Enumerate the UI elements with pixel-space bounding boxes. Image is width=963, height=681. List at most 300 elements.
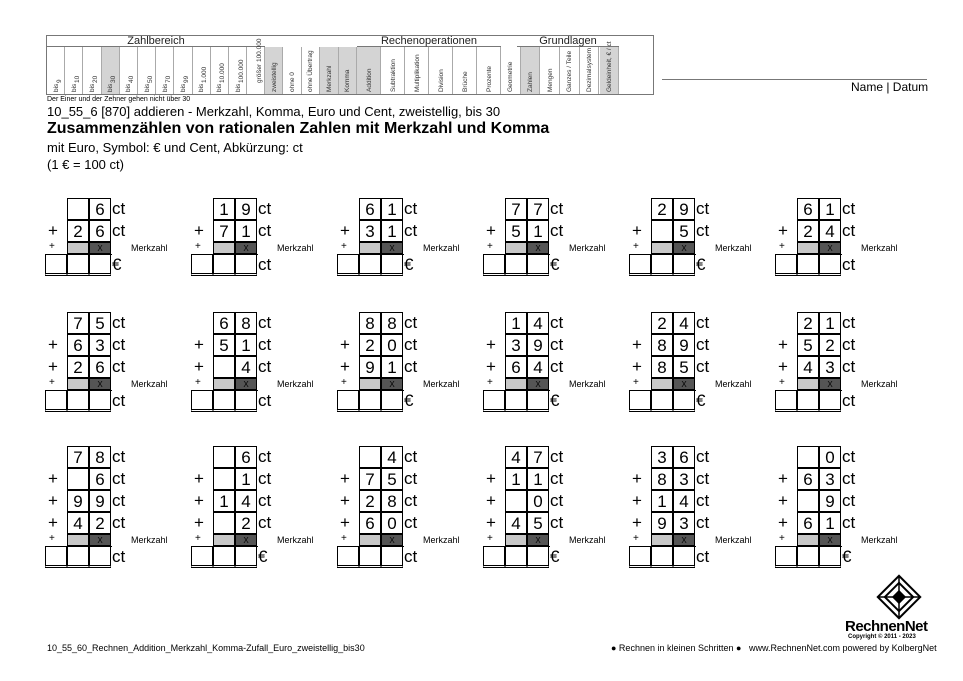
answer-cell-ones: [89, 390, 111, 412]
digit-cell-ones: 6: [235, 446, 257, 468]
unit-ct: ct: [696, 221, 710, 240]
merkzahl-plus: +: [341, 377, 347, 388]
merkzahl-plus: +: [779, 377, 785, 388]
footer-filename: 10_55_60_Rechnen_Addition_Merkzahl_Komma-Zufall_Euro_zweistellig_bis30: [47, 643, 365, 653]
answer-cell-ones: [673, 546, 695, 568]
carry-cell: [505, 378, 527, 390]
merkzahl-plus: +: [633, 241, 639, 252]
digit-cell-ones: 8: [381, 490, 403, 512]
carry-cell: [651, 378, 673, 390]
answer-cell-hundreds: [45, 546, 67, 568]
carry-cell: [651, 534, 673, 546]
grund-col-2: [540, 47, 560, 94]
digit-cell-ones: 9: [673, 334, 695, 356]
merkzahl-plus: +: [195, 241, 201, 252]
digit-cell-ones: 4: [673, 490, 695, 512]
digit-cell-ones: 1: [819, 312, 841, 334]
digit-cell-ones: 4: [819, 220, 841, 242]
digit-cell-tens: 6: [797, 468, 819, 490]
answer-cell-tens: [505, 546, 527, 568]
merkzahl-label: Merkzahl: [131, 243, 168, 253]
digit-cell-ones: 6: [89, 198, 111, 220]
merkzahl-label: Merkzahl: [131, 379, 168, 389]
digit-cell-ones: 3: [819, 468, 841, 490]
unit-ct: ct: [404, 199, 418, 218]
digit-cell-tens: 1: [651, 490, 673, 512]
digit-cell-tens: [651, 220, 673, 242]
merkzahl-label: Merkzahl: [569, 379, 606, 389]
grund-col-0: [501, 47, 521, 94]
digit-cell-tens: [797, 446, 819, 468]
mid-col-1-label: ohne 0: [289, 72, 297, 92]
rechen-col-3: [429, 47, 453, 94]
plus-sign: +: [778, 491, 788, 510]
answer-cell-hundreds: [629, 546, 651, 568]
unit-ct: ct: [112, 469, 126, 488]
answer-cell-tens: [651, 254, 673, 276]
carry-cell: [797, 242, 819, 254]
plus-sign: +: [340, 221, 350, 240]
digit-cell-tens: 2: [359, 490, 381, 512]
answer-cell-ones: [381, 546, 403, 568]
digit-cell-ones: 3: [673, 468, 695, 490]
answer-cell-tens: [651, 390, 673, 412]
digit-cell-tens: 4: [505, 446, 527, 468]
merkzahl-label: Merkzahl: [861, 535, 898, 545]
group-title-zahlbereich: Zahlbereich: [47, 36, 265, 47]
plus-sign: +: [48, 513, 58, 532]
answer-cell-ones: [235, 254, 257, 276]
answer-cell-ones: [89, 546, 111, 568]
unit-ct: ct: [258, 447, 272, 466]
digit-cell-ones: 5: [527, 512, 549, 534]
unit-ct: ct: [404, 357, 418, 376]
plus-sign: +: [48, 469, 58, 488]
unit-ct: ct: [258, 513, 272, 532]
digit-cell-ones: 0: [819, 446, 841, 468]
digit-cell-tens: 6: [359, 512, 381, 534]
name-datum-label: Name | Datum: [851, 80, 929, 94]
grund-col-1: [521, 47, 541, 94]
grund-col-4: [580, 47, 600, 94]
plus-sign: +: [778, 335, 788, 354]
digit-cell-ones: 4: [381, 446, 403, 468]
plus-sign: +: [48, 357, 58, 376]
carry-x-cell: X: [381, 378, 403, 390]
zahlbereich-col-1-top: 10: [73, 75, 81, 83]
digit-cell-tens: 5: [505, 220, 527, 242]
plus-sign: +: [194, 221, 204, 240]
carry-cell: [359, 242, 381, 254]
zahlbereich-col-3: [102, 47, 120, 94]
merkzahl-plus: +: [195, 377, 201, 388]
digit-cell-tens: [359, 446, 381, 468]
carry-x-cell: X: [89, 378, 111, 390]
result-unit: ct: [258, 255, 272, 274]
answer-cell-tens: [359, 390, 381, 412]
digit-cell-ones: 0: [381, 512, 403, 534]
digit-cell-ones: 7: [527, 446, 549, 468]
digit-cell-tens: 1: [213, 490, 235, 512]
carry-x-cell: X: [819, 242, 841, 254]
unit-ct: ct: [258, 491, 272, 510]
unit-ct: ct: [258, 335, 272, 354]
carry-x-cell: X: [235, 242, 257, 254]
unit-ct: ct: [112, 199, 126, 218]
zahlbereich-col-4-label: bis: [125, 83, 133, 92]
plus-sign: +: [340, 513, 350, 532]
unit-ct: ct: [696, 335, 710, 354]
zahlbereich-col-5-top: 50: [146, 75, 154, 83]
category-table: [46, 35, 654, 95]
result-unit: ct: [404, 547, 418, 566]
answer-cell-ones: [527, 254, 549, 276]
unit-ct: ct: [258, 313, 272, 332]
plus-sign: +: [48, 221, 58, 240]
digit-cell-tens: 3: [359, 220, 381, 242]
logo-text: RechnenNet: [845, 618, 928, 635]
plus-sign: +: [194, 513, 204, 532]
rechen-col-3-label: Division: [437, 69, 445, 92]
result-unit: €: [550, 391, 560, 410]
carry-x-cell: X: [673, 242, 695, 254]
unit-ct: ct: [550, 513, 564, 532]
unit-ct: ct: [842, 491, 856, 510]
mid-col-0-label: zweistellig: [270, 62, 278, 92]
digit-cell-ones: 4: [527, 312, 549, 334]
digit-cell-ones: 3: [89, 334, 111, 356]
result-unit: €: [550, 547, 560, 566]
digit-cell-ones: 6: [89, 356, 111, 378]
result-unit: €: [696, 255, 706, 274]
merkzahl-label: Merkzahl: [715, 535, 752, 545]
merkzahl-plus: +: [779, 241, 785, 252]
answer-cell-hundreds: [775, 254, 797, 276]
digit-cell-tens: 2: [797, 220, 819, 242]
merkzahl-plus: +: [779, 533, 785, 544]
zahlbereich-col-8-top: 1.000: [201, 66, 209, 83]
unit-ct: ct: [696, 313, 710, 332]
zahlbereich-col-8: [193, 47, 211, 94]
footer-center: ● Rechnen in kleinen Schritten ●: [611, 643, 742, 653]
digit-cell-ones: 1: [819, 512, 841, 534]
merkzahl-plus: +: [487, 533, 493, 544]
answer-cell-ones: [673, 390, 695, 412]
subtitle: mit Euro, Symbol: € und Cent, Abkürzung: ct: [47, 140, 303, 155]
digit-cell-tens: 2: [797, 312, 819, 334]
zahlbereich-col-3-label: bis: [107, 83, 115, 92]
digit-cell-ones: 1: [527, 468, 549, 490]
digit-cell-tens: 7: [67, 446, 89, 468]
carry-cell: [67, 534, 89, 546]
carry-x-cell: X: [673, 378, 695, 390]
digit-cell-ones: 3: [673, 512, 695, 534]
unit-ct: ct: [258, 469, 272, 488]
plus-sign: +: [48, 491, 58, 510]
digit-cell-ones: 0: [381, 334, 403, 356]
merkzahl-plus: +: [341, 533, 347, 544]
carry-x-cell: X: [381, 534, 403, 546]
plus-sign: +: [486, 357, 496, 376]
merkzahl-plus: +: [49, 377, 55, 388]
zahlbereich-col-9-label: bis: [216, 83, 224, 92]
carry-x-cell: X: [89, 242, 111, 254]
digit-cell-ones: 9: [673, 198, 695, 220]
digit-cell-ones: 1: [235, 334, 257, 356]
digit-cell-ones: 7: [527, 198, 549, 220]
answer-cell-hundreds: [337, 254, 359, 276]
conversion-note: (1 € = 100 ct): [47, 157, 124, 172]
zahlbereich-col-6-top: 70: [164, 75, 172, 83]
answer-cell-hundreds: [629, 390, 651, 412]
digit-cell-tens: 9: [651, 512, 673, 534]
grund-col-5-label: Geldeinheit, € / ct: [605, 41, 613, 92]
result-unit: €: [404, 391, 414, 410]
zahlbereich-col-11: [247, 38, 265, 94]
answer-cell-ones: [819, 254, 841, 276]
merkzahl-plus: +: [633, 377, 639, 388]
carry-x-cell: X: [673, 534, 695, 546]
carry-cell: [797, 378, 819, 390]
digit-cell-tens: 2: [651, 312, 673, 334]
answer-cell-ones: [235, 546, 257, 568]
plus-sign: +: [486, 221, 496, 240]
digit-cell-tens: 8: [359, 312, 381, 334]
digit-cell-ones: 6: [89, 468, 111, 490]
plus-sign: +: [778, 357, 788, 376]
plus-sign: +: [632, 469, 642, 488]
digit-cell-tens: [213, 512, 235, 534]
answer-cell-ones: [819, 390, 841, 412]
answer-cell-hundreds: [45, 254, 67, 276]
carry-x-cell: X: [527, 534, 549, 546]
merkzahl-label: Merkzahl: [277, 379, 314, 389]
unit-ct: ct: [258, 357, 272, 376]
digit-cell-tens: 6: [213, 312, 235, 334]
digit-cell-ones: 4: [235, 490, 257, 512]
unit-ct: ct: [842, 221, 856, 240]
rechnennet-logo-icon: [876, 574, 922, 620]
zahlbereich-col-0-top: 9: [55, 79, 63, 83]
carry-cell: [213, 378, 235, 390]
plus-sign: +: [486, 469, 496, 488]
plus-sign: +: [632, 221, 642, 240]
answer-cell-hundreds: [483, 390, 505, 412]
answer-cell-hundreds: [483, 546, 505, 568]
digit-cell-tens: 4: [797, 356, 819, 378]
carry-x-cell: X: [381, 242, 403, 254]
merkzahl-label: Merkzahl: [861, 243, 898, 253]
digit-cell-tens: 1: [505, 468, 527, 490]
digit-cell-tens: [505, 490, 527, 512]
digit-cell-tens: 1: [505, 312, 527, 334]
carry-x-cell: X: [527, 242, 549, 254]
merkzahl-label: Merkzahl: [423, 379, 460, 389]
digit-cell-ones: 5: [89, 312, 111, 334]
carry-cell: [797, 534, 819, 546]
zahlbereich-col-10-label: bis: [234, 83, 242, 92]
digit-cell-tens: 6: [797, 198, 819, 220]
zahlbereich-col-0-label: bis: [52, 83, 60, 92]
digit-cell-tens: 2: [67, 220, 89, 242]
plus-sign: +: [194, 469, 204, 488]
digit-cell-tens: 6: [359, 198, 381, 220]
answer-cell-tens: [505, 254, 527, 276]
merkzahl-label: Merkzahl: [131, 535, 168, 545]
answer-cell-hundreds: [483, 254, 505, 276]
carry-cell: [505, 534, 527, 546]
code-line: 10_55_6 [870] addieren - Merkzahl, Komma, Euro und Cent, zweistellig, bis 30: [47, 104, 501, 119]
plus-sign: +: [632, 357, 642, 376]
carry-x-cell: X: [527, 378, 549, 390]
plus-sign: +: [486, 491, 496, 510]
answer-cell-ones: [673, 254, 695, 276]
zahlbereich-col-2-label: bis: [88, 83, 96, 92]
digit-cell-tens: 8: [651, 468, 673, 490]
digit-cell-ones: 1: [381, 356, 403, 378]
answer-cell-hundreds: [191, 254, 213, 276]
answer-cell-hundreds: [775, 546, 797, 568]
answer-cell-tens: [67, 546, 89, 568]
plus-sign: +: [632, 335, 642, 354]
digit-cell-tens: [213, 446, 235, 468]
answer-cell-ones: [381, 390, 403, 412]
page-title: Zusammenzählen von rationalen Zahlen mit Merkzahl und Komma: [47, 120, 550, 137]
answer-cell-tens: [651, 546, 673, 568]
digit-cell-ones: 4: [235, 356, 257, 378]
digit-cell-ones: 1: [819, 198, 841, 220]
unit-ct: ct: [696, 469, 710, 488]
answer-cell-ones: [89, 254, 111, 276]
digit-cell-ones: 5: [381, 468, 403, 490]
mid-col-0: [265, 47, 283, 94]
digit-cell-ones: 1: [381, 198, 403, 220]
rechen-col-0: [357, 47, 381, 94]
digit-cell-tens: [213, 468, 235, 490]
copyright: Copyright © 2011 - 2023: [848, 634, 916, 640]
unit-ct: ct: [258, 199, 272, 218]
answer-cell-ones: [527, 546, 549, 568]
unit-ct: ct: [550, 221, 564, 240]
unit-ct: ct: [696, 491, 710, 510]
answer-cell-hundreds: [191, 390, 213, 412]
digit-cell-ones: 1: [235, 468, 257, 490]
unit-ct: ct: [550, 447, 564, 466]
grund-col-2-label: Mengen: [546, 68, 554, 92]
mid-col-1: [283, 47, 301, 94]
carry-cell: [213, 242, 235, 254]
digit-cell-tens: 7: [359, 468, 381, 490]
answer-cell-hundreds: [337, 546, 359, 568]
digit-cell-ones: 4: [527, 356, 549, 378]
rechen-col-2-label: Multiplikation: [413, 54, 421, 92]
zahlbereich-col-8-label: bis: [198, 83, 206, 92]
digit-cell-tens: 1: [213, 198, 235, 220]
rechen-col-1: [381, 47, 405, 94]
plus-sign: +: [194, 335, 204, 354]
range-note: Der Einer und der Zehner gehen nicht über 30: [47, 96, 191, 103]
grund-col-1-label: Zahlen: [527, 72, 535, 92]
digit-cell-ones: 1: [235, 220, 257, 242]
answer-cell-ones: [381, 254, 403, 276]
answer-cell-tens: [213, 390, 235, 412]
digit-cell-tens: [67, 198, 89, 220]
unit-ct: ct: [842, 357, 856, 376]
digit-cell-tens: 2: [67, 356, 89, 378]
merkzahl-plus: +: [487, 241, 493, 252]
mid-col-4-label: Komma: [344, 69, 352, 92]
zahlbereich-col-5: [138, 47, 156, 94]
unit-ct: ct: [404, 313, 418, 332]
unit-ct: ct: [112, 221, 126, 240]
digit-cell-tens: [797, 490, 819, 512]
zahlbereich-col-9: [211, 47, 229, 94]
digit-cell-ones: 8: [381, 312, 403, 334]
result-unit: €: [258, 547, 268, 566]
grund-col-4-label: Dezimalsystem: [586, 47, 594, 92]
answer-cell-tens: [797, 254, 819, 276]
rechen-col-0-label: Addition: [365, 68, 373, 92]
plus-sign: +: [340, 335, 350, 354]
zahlbereich-col-10-top: 100.000: [237, 59, 245, 83]
answer-cell-hundreds: [629, 254, 651, 276]
digit-cell-tens: 7: [213, 220, 235, 242]
answer-cell-tens: [797, 390, 819, 412]
carry-cell: [67, 378, 89, 390]
answer-cell-ones: [235, 390, 257, 412]
digit-cell-tens: 6: [67, 334, 89, 356]
answer-cell-tens: [797, 546, 819, 568]
group-title-rechenoperationen: Rechenoperationen: [357, 36, 501, 47]
answer-cell-tens: [505, 390, 527, 412]
digit-cell-tens: [213, 356, 235, 378]
footer-right: www.RechnenNet.com powered by KolbergNet: [749, 643, 937, 653]
unit-ct: ct: [696, 357, 710, 376]
result-unit: ct: [112, 547, 126, 566]
digit-cell-tens: 6: [505, 356, 527, 378]
digit-cell-ones: 8: [89, 446, 111, 468]
answer-cell-tens: [213, 546, 235, 568]
unit-ct: ct: [696, 199, 710, 218]
carry-x-cell: X: [89, 534, 111, 546]
result-unit: ct: [112, 391, 126, 410]
answer-cell-tens: [359, 546, 381, 568]
result-unit: ct: [258, 391, 272, 410]
rechen-col-1-label: Subtraktion: [389, 59, 397, 92]
merkzahl-label: Merkzahl: [423, 535, 460, 545]
mid-col-4: [339, 47, 357, 94]
digit-cell-ones: 5: [673, 220, 695, 242]
result-unit: ct: [842, 255, 856, 274]
zahlbereich-col-4-top: 40: [128, 75, 136, 83]
plus-sign: +: [632, 513, 642, 532]
carry-cell: [359, 378, 381, 390]
carry-x-cell: X: [819, 534, 841, 546]
digit-cell-ones: 9: [89, 490, 111, 512]
merkzahl-label: Merkzahl: [569, 243, 606, 253]
unit-ct: ct: [696, 447, 710, 466]
result-unit: €: [112, 255, 122, 274]
rechen-col-4: [453, 47, 477, 94]
unit-ct: ct: [696, 513, 710, 532]
plus-sign: +: [486, 513, 496, 532]
unit-ct: ct: [112, 313, 126, 332]
result-unit: ct: [696, 547, 710, 566]
unit-ct: ct: [550, 313, 564, 332]
zahlbereich-col-9-top: 10.000: [219, 63, 227, 83]
digit-cell-tens: 2: [651, 198, 673, 220]
zahlbereich-col-7-label: bis: [179, 83, 187, 92]
